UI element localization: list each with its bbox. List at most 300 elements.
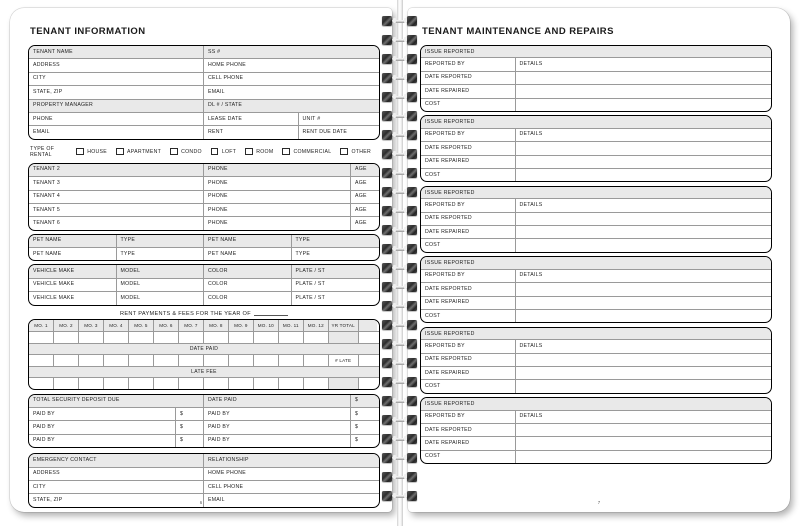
checkbox-icon[interactable] <box>76 148 84 156</box>
rent-amount-input-mo-11[interactable] <box>279 332 304 343</box>
coil-clip-right <box>407 206 417 217</box>
additional-tenants-table <box>28 163 380 231</box>
coil-clip-left <box>382 263 392 274</box>
rent-grid-month-mo-12[interactable]: MO. 12 <box>304 320 329 331</box>
coil-clip-left <box>382 396 392 407</box>
coil-nub-right <box>404 75 407 80</box>
field-reported-by-2[interactable]: REPORTED BY <box>421 199 516 211</box>
maintenance-row <box>421 169 771 181</box>
field-pet-pet-name-0[interactable]: PET NAME <box>29 248 117 260</box>
field-tenant-4-age[interactable]: AGE <box>355 193 367 200</box>
field-vehicle-model-1[interactable]: MODEL <box>117 279 205 291</box>
maintenance-row <box>421 367 771 380</box>
checkbox-icon[interactable] <box>340 148 348 156</box>
page-number-right: 7 <box>597 500 601 505</box>
field-detail-input-0-3[interactable] <box>516 99 772 111</box>
field-date-reported-2[interactable]: DATE REPORTED <box>421 213 516 225</box>
coil-nub-left <box>393 303 396 308</box>
field-deposit-amount[interactable]: $ <box>351 395 379 407</box>
field-ec-email[interactable]: EMAIL <box>208 496 225 503</box>
spiral-coil-icon <box>380 147 420 166</box>
maintenance-row <box>421 99 771 111</box>
maintenance-row <box>421 129 771 142</box>
coil-clip-right <box>407 339 417 350</box>
field-vehicle-vehicle-make-0[interactable]: VEHICLE MAKE <box>29 265 117 277</box>
field-vehicle-model-1[interactable]: MODEL <box>117 292 205 304</box>
maintenance-row <box>421 213 771 226</box>
field-pet-type-3[interactable]: TYPE <box>295 250 311 257</box>
field-detail-input-3-1[interactable] <box>516 283 772 295</box>
coil-nub-right <box>404 474 407 479</box>
rent-amount-input-mo-2[interactable] <box>54 332 79 343</box>
date-paid-input-mo-6[interactable] <box>154 355 179 366</box>
field-tenant-5-phone[interactable]: PHONE <box>204 204 351 216</box>
coil-clip-left <box>382 187 392 198</box>
rental-type-option-condo[interactable] <box>170 148 202 156</box>
field-detail-input-4-2[interactable] <box>516 367 772 379</box>
field-ss[interactable]: SS # <box>204 46 379 58</box>
checkbox-icon[interactable] <box>282 148 290 156</box>
spiral-coil-icon <box>380 356 420 375</box>
spiral-coil-icon <box>380 71 420 90</box>
field-date-repaired-5[interactable]: DATE REPAIRED <box>421 437 516 449</box>
spiral-coil-icon <box>380 280 420 299</box>
field-cost-4[interactable]: COST <box>421 380 516 392</box>
field-pet-type-1[interactable]: TYPE <box>117 248 205 260</box>
field-cost-5[interactable]: COST <box>421 451 516 463</box>
tenant-info-row <box>29 59 379 72</box>
field-issue-reported[interactable]: ISSUE REPORTED <box>421 398 771 410</box>
rent-grid-header-spacer[interactable] <box>359 320 377 331</box>
field-deposit-field-0-3[interactable]: $ <box>355 410 359 417</box>
spiral-coil-icon <box>380 242 420 261</box>
field-issue-reported[interactable]: ISSUE REPORTED <box>421 46 771 58</box>
rent-grid-month-mo-1[interactable]: MO. 1 <box>29 320 54 331</box>
coil-nub-right <box>404 341 407 346</box>
coil-nub-right <box>404 208 407 213</box>
rent-grid-month-mo-4[interactable]: MO. 4 <box>104 320 129 331</box>
coil-nub-left <box>393 189 396 194</box>
date-paid-input-mo-11[interactable] <box>279 355 304 366</box>
spiral-coil-icon <box>380 109 420 128</box>
field-cost-3[interactable]: COST <box>421 310 516 322</box>
type-of-rental-label: TYPE OF RENTAL <box>30 145 55 158</box>
security-deposit-header-row <box>29 395 379 408</box>
field-state-zip[interactable]: STATE, ZIP <box>29 86 204 98</box>
coil-nub-left <box>393 75 396 80</box>
field-reported-by-0[interactable]: REPORTED BY <box>421 58 516 70</box>
field-detail-input-3-2[interactable] <box>516 297 772 309</box>
field-date-repaired-2[interactable]: DATE REPAIRED <box>421 226 516 238</box>
field-cell-phone[interactable]: CELL PHONE <box>208 75 244 82</box>
checkbox-icon[interactable] <box>245 148 253 156</box>
field-detail-input-0-2[interactable] <box>516 85 772 97</box>
maintenance-row <box>421 437 771 450</box>
coil-nub-right <box>404 37 407 42</box>
field-lease-date[interactable]: LEASE DATE <box>204 113 299 125</box>
rent-amount-input-mo-10[interactable] <box>254 332 279 343</box>
coil-nub-right <box>404 113 407 118</box>
date-paid-input-mo-3[interactable] <box>79 355 104 366</box>
field-deposit-date-paid[interactable]: DATE PAID <box>204 395 351 407</box>
coil-nub-right <box>404 455 407 460</box>
tenant-info-row <box>29 113 379 126</box>
field-details-5[interactable]: DETAILS <box>519 413 543 420</box>
date-paid-input-mo-1[interactable] <box>29 355 54 366</box>
coil-nub-left <box>393 227 396 232</box>
field-deposit-paid-by-0-2[interactable]: PAID BY <box>204 408 351 420</box>
rent-grid-month-mo-3[interactable]: MO. 3 <box>79 320 104 331</box>
emergency-contact-row <box>29 454 379 467</box>
coil-nub-right <box>404 94 407 99</box>
rent-amount-input-mo-3[interactable] <box>79 332 104 343</box>
date-paid-input-mo-9[interactable] <box>229 355 254 366</box>
field-ec-home-phone[interactable]: HOME PHONE <box>208 470 246 477</box>
maintenance-block <box>420 115 772 182</box>
spiral-coil-icon <box>380 375 420 394</box>
field-date-repaired-0[interactable]: DATE REPAIRED <box>421 85 516 97</box>
field-emergency-contact[interactable]: EMERGENCY CONTACT <box>29 454 204 466</box>
field-cost-0[interactable]: COST <box>421 99 516 111</box>
field-pet-type-1[interactable]: TYPE <box>117 235 205 247</box>
field-deposit-paid-by-0-0[interactable]: PAID BY <box>29 408 176 420</box>
tenant-info-row <box>29 100 379 113</box>
checkbox-icon[interactable] <box>170 148 178 156</box>
field-detail-input-1-3[interactable] <box>516 169 772 181</box>
date-paid-input-mo-4[interactable] <box>104 355 129 366</box>
field-issue-reported[interactable]: ISSUE REPORTED <box>421 257 771 269</box>
field-tenant-5-age[interactable]: AGE <box>355 206 367 213</box>
late-fee-input-mo-7[interactable] <box>179 378 204 389</box>
late-fee-input-mo-12[interactable] <box>304 378 329 389</box>
late-fee-input-mo-3[interactable] <box>79 378 104 389</box>
coil-clip-right <box>407 149 417 160</box>
field-detail-input-5-1[interactable] <box>516 424 772 436</box>
field-deposit-field-0-1[interactable]: $ <box>176 408 204 420</box>
field-tenant-2-age[interactable]: AGE <box>351 164 379 176</box>
field-vehicle-plate-st-3[interactable]: PLATE / ST <box>295 294 326 301</box>
field-vehicle-vehicle-make-0[interactable]: VEHICLE MAKE <box>29 292 117 304</box>
field-details-0[interactable]: DETAILS <box>519 60 543 67</box>
rent-grid-yr-total-header[interactable]: YR TOTAL <box>329 320 359 331</box>
left-page <box>10 8 392 512</box>
field-deposit-paid-by-2-2[interactable]: PAID BY <box>204 435 351 447</box>
rent-grid-month-mo-11[interactable]: MO. 11 <box>279 320 304 331</box>
spiral-binding <box>380 0 420 526</box>
rent-amount-input-mo-4[interactable] <box>104 332 129 343</box>
field-total-security-deposit-due[interactable]: TOTAL SECURITY DEPOSIT DUE <box>29 395 204 407</box>
field-detail-input-1-1[interactable] <box>516 142 772 154</box>
late-fee-input-mo-11[interactable] <box>279 378 304 389</box>
field-ec-cell-phone[interactable]: CELL PHONE <box>208 483 244 490</box>
maintenance-block <box>420 186 772 253</box>
coil-nub-right <box>404 18 407 23</box>
coil-clip-left <box>382 111 392 122</box>
late-count-input[interactable] <box>359 355 377 366</box>
coil-nub-left <box>393 379 396 384</box>
field-detail-input-2-1[interactable] <box>516 213 772 225</box>
rent-amount-input-mo-1[interactable] <box>29 332 54 343</box>
date-paid-input-mo-10[interactable] <box>254 355 279 366</box>
late-count-label-cell[interactable]: # LATE <box>329 355 359 366</box>
field-tenant-6[interactable]: TENANT 6 <box>29 217 204 229</box>
coil-clip-left <box>382 282 392 293</box>
coil-clip-right <box>407 358 417 369</box>
date-paid-input-mo-8[interactable] <box>204 355 229 366</box>
coil-clip-left <box>382 339 392 350</box>
field-tenant-name[interactable]: TENANT NAME <box>29 46 204 58</box>
field-vehicle-color-2[interactable]: COLOR <box>204 279 292 291</box>
coil-nub-left <box>393 284 396 289</box>
field-detail-input-0-1[interactable] <box>516 72 772 84</box>
coil-clip-left <box>382 453 392 464</box>
coil-clip-right <box>407 92 417 103</box>
coil-clip-right <box>407 73 417 84</box>
late-fee-input-mo-6[interactable] <box>154 378 179 389</box>
date-paid-input-mo-2[interactable] <box>54 355 79 366</box>
coil-nub-right <box>404 493 407 498</box>
additional-tenant-row <box>29 191 379 204</box>
field-address[interactable]: ADDRESS <box>29 468 204 480</box>
field-detail-input-5-3[interactable] <box>516 451 772 463</box>
field-email[interactable]: EMAIL <box>208 88 225 95</box>
late-fee-input-mo-5[interactable] <box>129 378 154 389</box>
coil-nub-left <box>393 94 396 99</box>
field-issue-reported[interactable]: ISSUE REPORTED <box>421 328 771 340</box>
field-reported-by-3[interactable]: REPORTED BY <box>421 270 516 282</box>
rent-grid-date-row <box>29 355 379 367</box>
rental-type-option-loft[interactable] <box>211 148 236 156</box>
rent-amount-spacer[interactable] <box>359 332 377 343</box>
field-city[interactable]: CITY <box>29 73 204 85</box>
rent-grid-date-paid-banner: DATE PAID <box>29 344 379 355</box>
field-detail-input-3-3[interactable] <box>516 310 772 322</box>
field-deposit-field-2-3[interactable]: $ <box>355 437 359 444</box>
field-tenant-3-age[interactable]: AGE <box>355 179 367 186</box>
maintenance-row <box>421 424 771 437</box>
spiral-coil-icon <box>380 489 420 508</box>
field-deposit-field-2-1[interactable]: $ <box>176 435 204 447</box>
field-date-repaired-3[interactable]: DATE REPAIRED <box>421 297 516 309</box>
spiral-coil-icon <box>380 90 420 109</box>
field-vehicle-color-2[interactable]: COLOR <box>204 292 292 304</box>
rent-yr-total-input[interactable] <box>329 332 359 343</box>
rent-amount-input-mo-9[interactable] <box>229 332 254 343</box>
rent-grid-month-mo-10[interactable]: MO. 10 <box>254 320 279 331</box>
rent-grid-month-mo-2[interactable]: MO. 2 <box>54 320 79 331</box>
coil-nub-left <box>393 322 396 327</box>
date-paid-input-mo-5[interactable] <box>129 355 154 366</box>
late-fee-input-mo-4[interactable] <box>104 378 129 389</box>
late-fee-spacer[interactable] <box>359 378 377 389</box>
checkbox-icon[interactable] <box>116 148 124 156</box>
late-fee-input-mo-8[interactable] <box>204 378 229 389</box>
coil-clip-right <box>407 263 417 274</box>
field-tenant-5[interactable]: TENANT 5 <box>29 204 204 216</box>
coil-clip-right <box>407 434 417 445</box>
field-address[interactable]: ADDRESS <box>29 59 204 71</box>
field-vehicle-color-2[interactable]: COLOR <box>204 265 292 277</box>
late-fee-input-mo-10[interactable] <box>254 378 279 389</box>
field-date-repaired-4[interactable]: DATE REPAIRED <box>421 367 516 379</box>
coil-clip-left <box>382 206 392 217</box>
rent-amount-input-mo-6[interactable] <box>154 332 179 343</box>
rental-type-option-other[interactable] <box>340 148 371 156</box>
rent-grid-month-mo-5[interactable]: MO. 5 <box>129 320 154 331</box>
coil-clip-left <box>382 92 392 103</box>
field-pet-type-3[interactable]: TYPE <box>292 235 380 247</box>
field-pet-pet-name-2[interactable]: PET NAME <box>204 248 292 260</box>
field-details-4[interactable]: DETAILS <box>519 342 543 349</box>
field-issue-reported[interactable]: ISSUE REPORTED <box>421 116 771 128</box>
rent-payments-heading-text: RENT PAYMENTS & FEES FOR THE YEAR OF <box>120 310 251 317</box>
rental-type-option-house[interactable] <box>76 148 107 156</box>
field-cost-1[interactable]: COST <box>421 169 516 181</box>
rental-type-option-room[interactable] <box>245 148 273 156</box>
rental-type-option-commercial[interactable] <box>282 148 331 156</box>
field-rent[interactable]: RENT <box>204 126 299 138</box>
spiral-coil-icon <box>380 261 420 280</box>
field-reported-by-4[interactable]: REPORTED BY <box>421 340 516 352</box>
spiral-coil-icon <box>380 52 420 71</box>
rent-grid-month-mo-8[interactable]: MO. 8 <box>204 320 229 331</box>
field-tenant-4-phone[interactable]: PHONE <box>204 191 351 203</box>
coil-clip-left <box>382 35 392 46</box>
field-deposit-paid-by-2-0[interactable]: PAID BY <box>29 435 176 447</box>
field-detail-input-1-2[interactable] <box>516 156 772 168</box>
coil-clip-right <box>407 472 417 483</box>
field-date-reported-3[interactable]: DATE REPORTED <box>421 283 516 295</box>
rent-grid-late-fee-banner: LATE FEE <box>29 367 379 378</box>
rental-type-option-label: CONDO <box>181 148 202 155</box>
field-detail-input-4-3[interactable] <box>516 380 772 392</box>
field-tenant-3[interactable]: TENANT 3 <box>29 177 204 189</box>
field-date-repaired-1[interactable]: DATE REPAIRED <box>421 156 516 168</box>
rent-grid-month-mo-9[interactable]: MO. 9 <box>229 320 254 331</box>
maintenance-row <box>421 239 771 251</box>
field-deposit-paid-by-1-0[interactable]: PAID BY <box>29 421 176 433</box>
field-tenant-6-phone[interactable]: PHONE <box>204 217 351 229</box>
coil-clip-right <box>407 301 417 312</box>
vehicles-table <box>28 264 380 305</box>
field-reported-by-1[interactable]: REPORTED BY <box>421 129 516 141</box>
coil-nub-left <box>393 265 396 270</box>
field-tenant-3-phone[interactable]: PHONE <box>204 177 351 189</box>
rent-amount-input-mo-12[interactable] <box>304 332 329 343</box>
field-deposit-paid-by-1-2[interactable]: PAID BY <box>204 421 351 433</box>
field-deposit-field-1-3[interactable]: $ <box>355 424 359 431</box>
field-tenant-4[interactable]: TENANT 4 <box>29 191 204 203</box>
coil-nub-left <box>393 474 396 479</box>
maintenance-row <box>421 85 771 98</box>
field-deposit-field-1-1[interactable]: $ <box>176 421 204 433</box>
spiral-coil-icon <box>380 14 420 33</box>
field-reported-by-5[interactable]: REPORTED BY <box>421 411 516 423</box>
security-deposit-row <box>29 435 379 447</box>
field-date-reported-1[interactable]: DATE REPORTED <box>421 142 516 154</box>
field-pet-pet-name-2[interactable]: PET NAME <box>204 235 292 247</box>
field-vehicle-model-1[interactable]: MODEL <box>117 265 205 277</box>
field-ec-relationship[interactable]: RELATIONSHIP <box>204 454 379 466</box>
field-cost-2[interactable]: COST <box>421 239 516 251</box>
field-vehicle-plate-st-3[interactable]: PLATE / ST <box>295 281 326 288</box>
security-deposit-table <box>28 394 380 449</box>
coil-nub-right <box>404 56 407 61</box>
coil-clip-left <box>382 472 392 483</box>
rent-grid-header-row <box>29 320 379 332</box>
field-tenant-6-age[interactable]: AGE <box>355 219 367 226</box>
field-email[interactable]: EMAIL <box>29 126 204 138</box>
field-tenant-2[interactable]: TENANT 2 <box>29 164 204 176</box>
rent-payments-grid <box>28 319 380 390</box>
field-details-3[interactable]: DETAILS <box>519 272 543 279</box>
field-home-phone[interactable]: HOME PHONE <box>208 61 246 68</box>
rent-amount-input-mo-5[interactable] <box>129 332 154 343</box>
spiral-coil-icon <box>380 128 420 147</box>
field-unit[interactable]: UNIT # <box>302 115 321 122</box>
late-fee-input-mo-2[interactable] <box>54 378 79 389</box>
maintenance-block <box>420 256 772 323</box>
field-details-1[interactable]: DETAILS <box>519 131 543 138</box>
field-tenant-2-phone[interactable]: PHONE <box>204 164 351 176</box>
field-vehicle-vehicle-make-0[interactable]: VEHICLE MAKE <box>29 279 117 291</box>
maintenance-row <box>421 340 771 353</box>
vehicle-row <box>29 265 379 278</box>
coil-nub-right <box>404 436 407 441</box>
additional-tenant-row <box>29 177 379 190</box>
checkbox-icon[interactable] <box>211 148 219 156</box>
coil-clip-right <box>407 453 417 464</box>
field-pet-pet-name-0[interactable]: PET NAME <box>29 235 117 247</box>
late-fee-input-mo-9[interactable] <box>229 378 254 389</box>
field-detail-input-2-3[interactable] <box>516 239 772 251</box>
rent-grid-amount-row <box>29 332 379 344</box>
coil-nub-left <box>393 417 396 422</box>
field-details-2[interactable]: DETAILS <box>519 201 543 208</box>
field-state-zip[interactable]: STATE, ZIP <box>29 494 204 506</box>
spiral-coil-icon <box>380 299 420 318</box>
coil-nub-left <box>393 246 396 251</box>
rent-amount-input-mo-8[interactable] <box>204 332 229 343</box>
field-date-reported-5[interactable]: DATE REPORTED <box>421 424 516 436</box>
field-phone[interactable]: PHONE <box>29 113 204 125</box>
date-paid-input-mo-7[interactable] <box>179 355 204 366</box>
field-dl-state[interactable]: DL # / STATE <box>204 100 379 112</box>
field-rent-due-date[interactable]: RENT DUE DATE <box>302 128 348 135</box>
field-issue-reported[interactable]: ISSUE REPORTED <box>421 187 771 199</box>
rent-amount-input-mo-7[interactable] <box>179 332 204 343</box>
rent-grid-month-mo-7[interactable]: MO. 7 <box>179 320 204 331</box>
field-date-reported-0[interactable]: DATE REPORTED <box>421 72 516 84</box>
tenant-info-row <box>29 73 379 86</box>
field-city[interactable]: CITY <box>29 481 204 493</box>
coil-nub-left <box>393 37 396 42</box>
rent-grid-month-mo-6[interactable]: MO. 6 <box>154 320 179 331</box>
late-fee-total-input[interactable] <box>329 378 359 389</box>
date-paid-input-mo-12[interactable] <box>304 355 329 366</box>
coil-clip-right <box>407 130 417 141</box>
field-detail-input-2-2[interactable] <box>516 226 772 238</box>
field-detail-input-5-2[interactable] <box>516 437 772 449</box>
coil-clip-left <box>382 73 392 84</box>
rental-type-option-apartment[interactable] <box>116 148 161 156</box>
field-date-reported-4[interactable]: DATE REPORTED <box>421 354 516 366</box>
field-detail-input-4-1[interactable] <box>516 354 772 366</box>
late-fee-input-mo-1[interactable] <box>29 378 54 389</box>
field-vehicle-plate-st-3[interactable]: PLATE / ST <box>292 265 380 277</box>
coil-nub-right <box>404 265 407 270</box>
field-property-manager[interactable]: PROPERTY MANAGER <box>29 100 204 112</box>
